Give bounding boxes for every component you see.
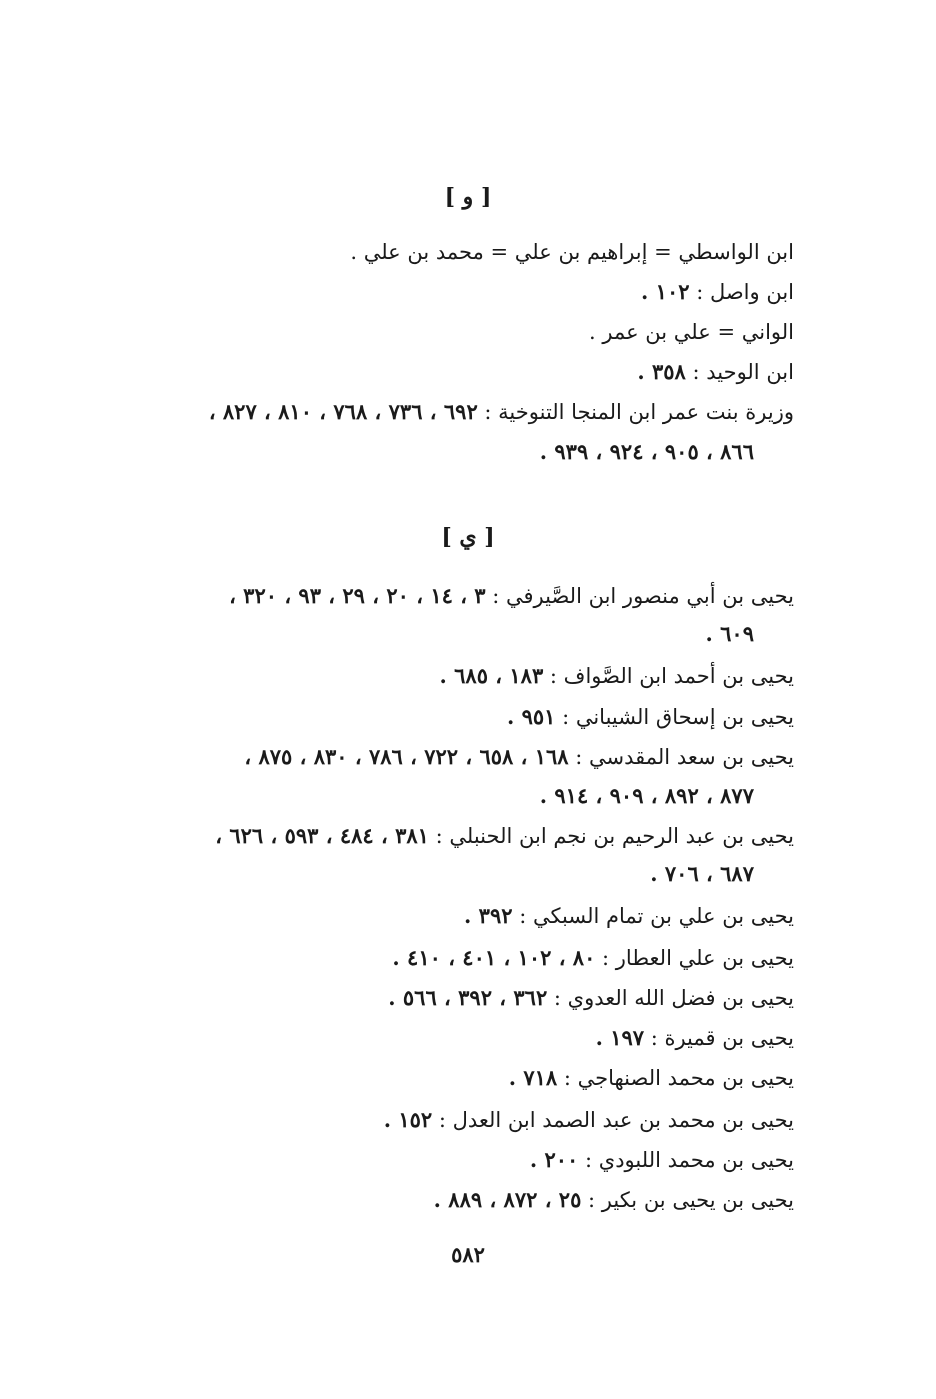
entry-name: يحيى بن أبي منصور ابن الصَّيرفي : [485, 584, 794, 608]
index-entry [134, 697, 794, 737]
entry-pages: ٣٨١ ، ٤٨٤ ، ٥٩٣ ، ٦٢٦ ، [215, 823, 429, 848]
entry-pages: ٨٠ ، ١٠٢ ، ٤٠١ ، ٤١٠ . [392, 945, 596, 970]
entry-name: يحيى بن أحمد ابن الصَّواف : [543, 664, 794, 688]
entry-pages-continued: ٦٠٩ . [705, 621, 754, 646]
entry-pages: ١٠٢ . [641, 279, 690, 304]
entry-pages: ١٦٨ ، ٦٥٨ ، ٧٢٢ ، ٧٨٦ ، ٨٣٠ ، ٨٧٥ ، [244, 744, 569, 769]
entry-name: يحيى بن إسحاق الشيباني : [555, 705, 794, 729]
entry-pages-continued: ٨٦٦ ، ٩٠٥ ، ٩٢٤ ، ٩٣٩ . [539, 439, 754, 464]
entry-pages: ٩٥١ . [506, 704, 556, 729]
entry-pages-continued: ٦٨٧ ، ٧٠٦ . [650, 861, 754, 886]
entry-pages: ٢٥ ، ٨٧٢ ، ٨٨٩ . [433, 1187, 582, 1212]
page-number: ٥٨٢ [451, 1242, 485, 1267]
entry-pages: ٦٩٢ ، ٧٣٦ ، ٧٦٨ ، ٨١٠ ، ٨٢٧ ، [208, 399, 478, 424]
section-heading-waw: [ و ] [444, 184, 492, 210]
entry-pages: ٣٥٨ . [637, 359, 686, 384]
section-heading-ya: [ ي ] [441, 524, 495, 550]
index-entry [134, 1058, 794, 1098]
entry-name: يحيى بن محمد الصنهاجي : [557, 1066, 794, 1090]
entry-text: ابن الواسطي = إبراهيم بن علي = محمد بن علي . [350, 240, 794, 264]
index-entry [134, 232, 794, 272]
entry-name: ابن الوحيد : [685, 360, 794, 384]
entry-pages: ١٥٢ . [383, 1107, 433, 1132]
entry-pages-continued: ٨٧٧ ، ٨٩٢ ، ٩٠٩ ، ٩١٤ . [539, 783, 754, 808]
entry-name: ابن واصل : [689, 280, 794, 304]
index-entry [134, 978, 794, 1018]
entry-name: يحيى بن علي العطار : [595, 946, 794, 970]
entry-name: يحيى بن عبد الرحيم بن نجم ابن الحنبلي : [428, 824, 794, 848]
entry-name: يحيى بن فضل الله العدوي : [547, 986, 794, 1010]
index-entry [134, 352, 794, 392]
index-entry [134, 896, 794, 936]
index-entry [134, 1180, 794, 1220]
entry-pages: ٣ ، ١٤ ، ٢٠ ، ٢٩ ، ٩٣ ، ٣٢٠ ، [229, 583, 486, 608]
entry-name: يحيى بن قميرة : [644, 1026, 794, 1050]
entry-name: وزيرة بنت عمر ابن المنجا التنوخية : [477, 400, 794, 424]
index-entry [134, 737, 794, 777]
index-entry [134, 1018, 794, 1058]
entry-pages: ٢٠٠ . [529, 1147, 579, 1172]
index-entry [134, 656, 794, 696]
entry-name: يحيى بن يحيى بن بكير : [581, 1188, 794, 1212]
entry-name: يحيى بن محمد بن عبد الصمد ابن العدل : [432, 1108, 794, 1132]
entry-name: يحيى بن علي بن تمام السبكي : [512, 904, 794, 928]
index-entry [134, 1100, 794, 1140]
entry-pages: ١٩٧ . [595, 1025, 645, 1050]
entry-pages: ٣٩٢ . [464, 903, 513, 928]
index-entry [134, 272, 794, 312]
entry-pages: ٣٦٢ ، ٣٩٢ ، ٥٦٦ . [388, 985, 548, 1010]
entry-name: يحيى بن محمد اللبودي : [578, 1148, 794, 1172]
index-entry [134, 816, 794, 856]
entry-pages: ٧١٨ . [508, 1065, 558, 1090]
index-entry [134, 576, 794, 616]
entry-pages: ١٨٣ ، ٦٨٥ . [439, 663, 544, 688]
entry-text: الواني = علي بن عمر . [589, 320, 794, 344]
entry-name: يحيى بن سعد المقدسي : [568, 745, 794, 769]
index-entry [134, 1140, 794, 1180]
index-entry [134, 938, 794, 978]
index-entry [134, 392, 794, 432]
index-entry [134, 312, 794, 352]
